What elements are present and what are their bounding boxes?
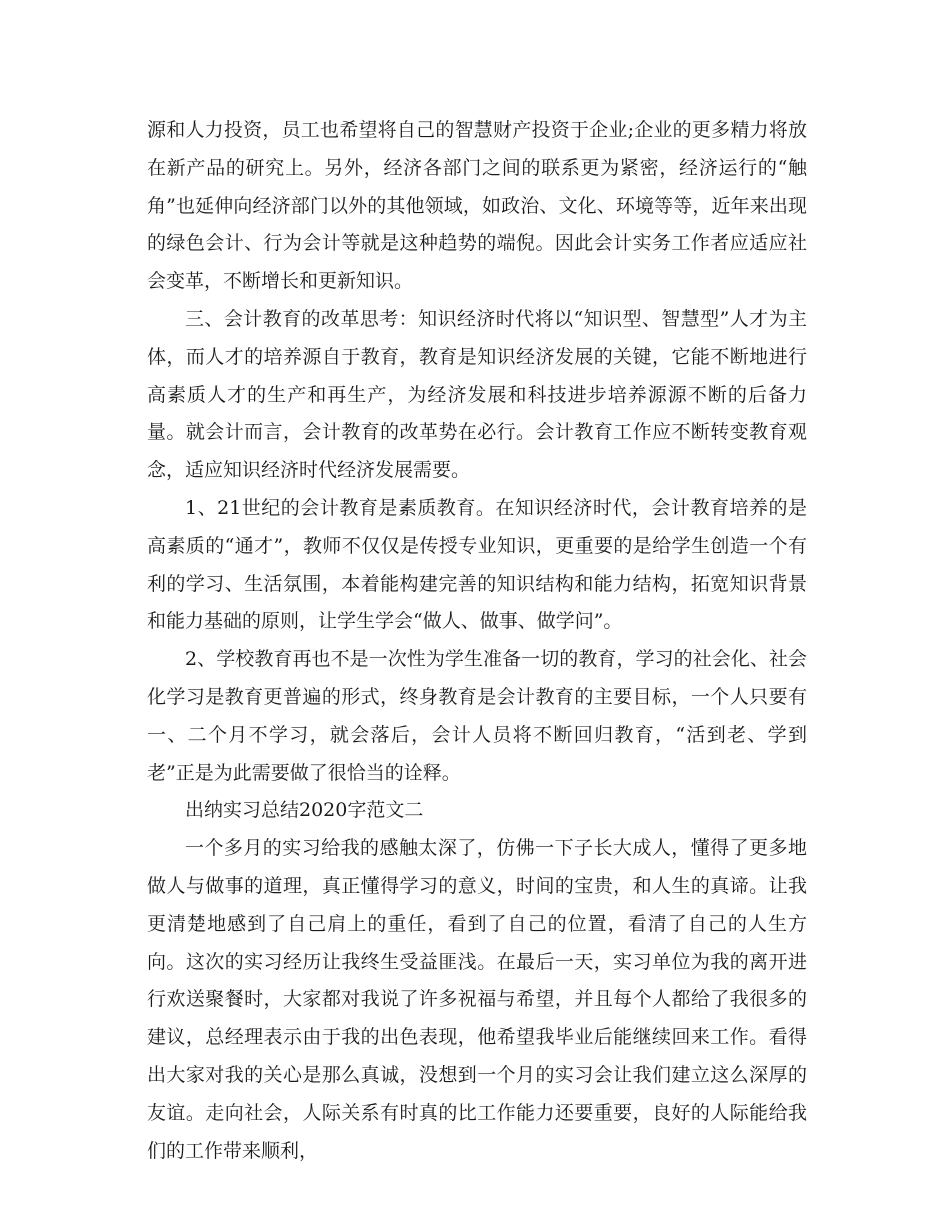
document-body (147, 112, 807, 1170)
section-heading: 出纳实习总结2020字范文二 (185, 799, 424, 822)
paragraph-point-one: 1、21世纪的会计教育是素质教育。在知识经济时代，会计教育培养的是高素质的“通才”，教师不仅仅是传授专业知识，更重要的是给学生创造一个有利的学习、生活氛围，本着能构建完善的知识结构和能力结构，拓宽知识背景和能力基础的原则，让学生学会“做人、做事、做学问”。 (147, 496, 807, 633)
paragraph-point-two: 2、学校教育再也不是一次性为学生准备一切的教育，学习的社会化、社会化学习是教育更普遍的形式，终身教育是会计教育的主要目标，一个人只要有一、二个月不学习，就会落后，会计人员将不断回归教育，“活到老、学到老”正是为此需要做了很恰当的诠释。 (147, 648, 807, 784)
paragraph-essay-two: 一个多月的实习给我的感触太深了，仿佛一下子长大成人，懂得了更多地做人与做事的道理，真正懂得学习的意义，时间的宝贵，和人生的真谛。让我更清楚地感到了自己肩上的重任，看到了自己的位置，看清了自己的人生方向。这次的实习经历让我终生受益匪浅。在最后一天，实习单位为我的离开进行欢送聚餐时，大家都对我说了许多祝福与希望，并且每个人都给了我很多的建议，总经理表示由于我的出色表现，他希望我毕业后能继续回来工作。看得出大家对我的关心是那么真诚，没想到一个月的实习会让我们建立这么深厚的友谊。走向社会，人际关系有时真的比工作能力还要重要，良好的人际能给我们的工作带来顺利， (147, 837, 807, 1162)
paragraph-section-three: 三、会计教育的改革思考：知识经济时代将以“知识型、智慧型”人才为主体，而人才的培养源自于教育，教育是知识经济发展的关键，它能不断地进行高素质人才的生产和再生产，为经济发展和科技进步培养源源不断的后备力量。就会计而言，会计教育的改革势在必行。会计教育工作应不断转变教育观念，适应知识经济时代经济发展需要。 (147, 307, 807, 482)
paragraph-continuation: 源和人力投资，员工也希望将自己的智慧财产投资于企业;企业的更多精力将放在新产品的研究上。另外，经济各部门之间的联系更为紧密，经济运行的“触角”也延伸向经济部门以外的其他领域，如政治、文化、环境等等，近年来出现的绿色会计、行为会计等就是这种趋势的端倪。因此会计实务工作者应适应社会变革，不断增长和更新知识。 (147, 119, 807, 293)
